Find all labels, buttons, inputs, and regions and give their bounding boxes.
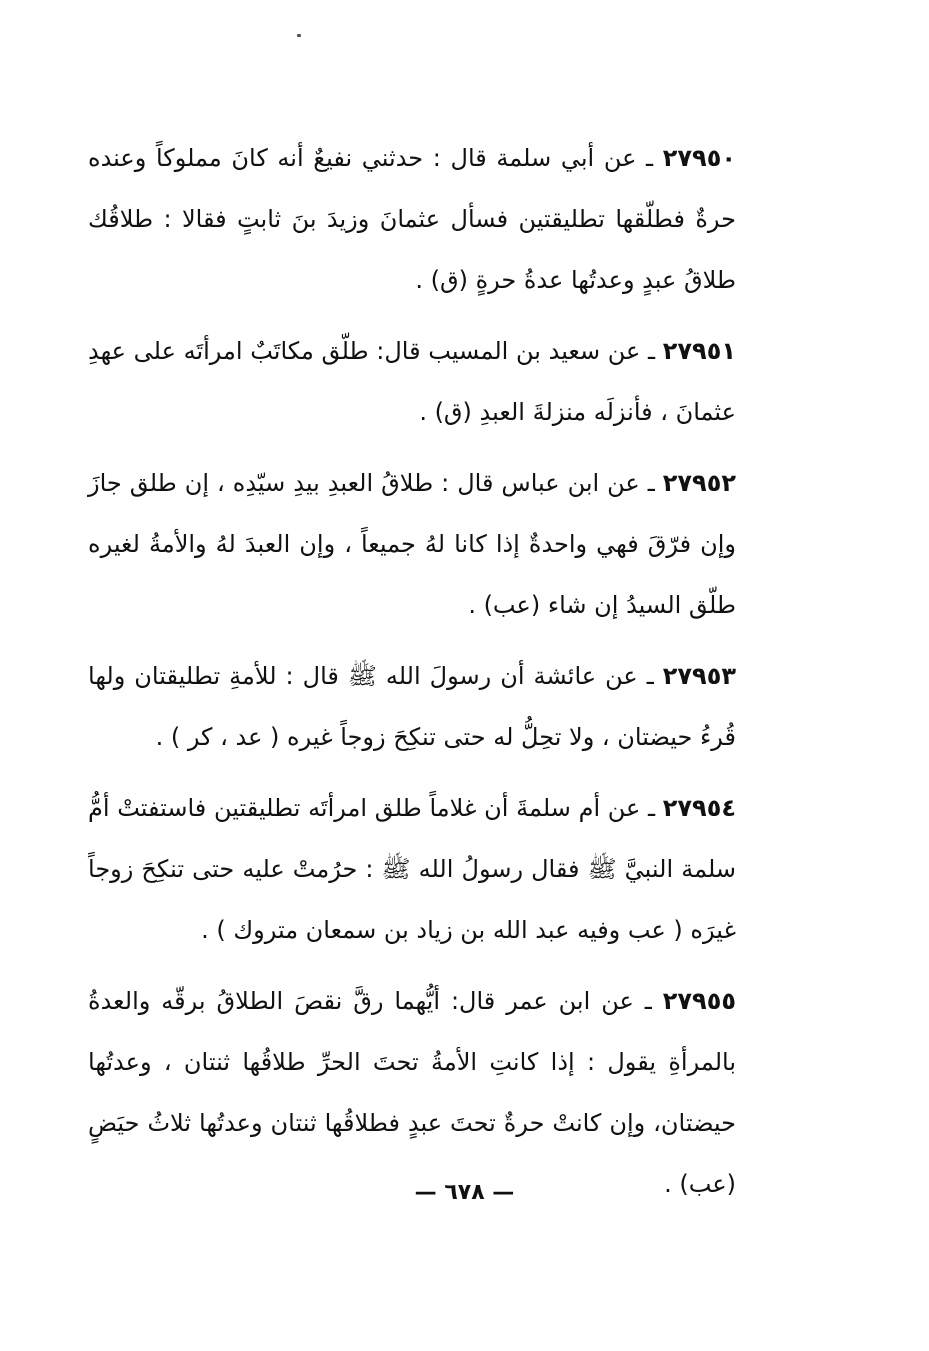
hadith-number: ٢٧٩٥٢ <box>662 469 736 497</box>
hadith-number: ٢٧٩٥٣ <box>662 662 736 690</box>
hadith-27951 <box>88 321 736 443</box>
hadith-number: ٢٧٩٥١ <box>662 337 736 365</box>
hadith-number: ٢٧٩٥٤ <box>662 794 736 822</box>
page-speck <box>297 34 301 37</box>
hadith-text: ـ عن سعيد بن المسيب قال: طلّق مكاتَبٌ امرأتَه على عهدِ عثمانَ ، فأنزلَه منزلةَ العبدِ (ق) . <box>88 337 736 426</box>
hadith-27955 <box>88 971 736 1215</box>
hadith-number: ٢٧٩٥٠ <box>662 144 736 172</box>
hadith-number: ٢٧٩٥٥ <box>662 987 736 1015</box>
page-number: — ٦٧٨ — <box>414 1180 515 1205</box>
hadith-27953 <box>88 646 736 768</box>
hadith-text: ـ عن ابن عباس قال : طلاقُ العبدِ بيدِ سيّدِه ، إن طلق جازَ وإن فرّقَ فهي واحدةٌ إذا كانا لهُ جميعاً ، وإن العبدَ لهُ والأمةُ لغيره طلّق السيدُ إن شاء (عب) . <box>88 469 736 619</box>
hadith-list <box>88 128 736 1215</box>
hadith-27952 <box>88 453 736 636</box>
hadith-text: ـ عن عائشة أن رسولَ الله ﷺ قال : للأمةِ تطليقتان ولها قُرءُ حيضتان ، ولا تحِلُّ له حتى تنكِحَ زوجاً غيره ( عد ، كر ) . <box>88 662 736 751</box>
hadith-27954 <box>88 778 736 961</box>
hadith-text: ـ عن أبي سلمة قال : حدثني نفيعٌ أنه كانَ مملوكاً وعنده حرةٌ فطلّقها تطليقتين فسأل عثمانَ وزيدَ بنَ ثابتٍ فقالا : طلاقُك طلاقُ عبدٍ وعدتُها عدةُ حرةٍ (ق) . <box>88 144 736 294</box>
hadith-text: ـ عن أم سلمةَ أن غلاماً طلق امرأتَه تطليقتين فاستفتتْ أمُّ سلمة النبيَّ ﷺ فقال رسولُ الله ﷺ : حرُمتْ عليه حتى تنكِحَ زوجاً غيرَه ( عب وفيه عبد الله بن زياد بن سمعان متروك ) . <box>88 794 736 944</box>
hadith-text: ـ عن ابن عمر قال: أيُّهما رقَّ نقصَ الطلاقُ برقّه والعدةُ بالمرأةِ يقول : إذا كانتِ الأمةُ تحتَ الحرِّ طلاقُها ثنتان ، وعدتُها حيضتان، وإن كانتْ حرةٌ تحتَ عبدٍ فطلاقُها ثنتان وعدتُها ثلاثُ حيَضٍ (عب) . <box>88 987 736 1198</box>
hadith-27950 <box>88 128 736 311</box>
